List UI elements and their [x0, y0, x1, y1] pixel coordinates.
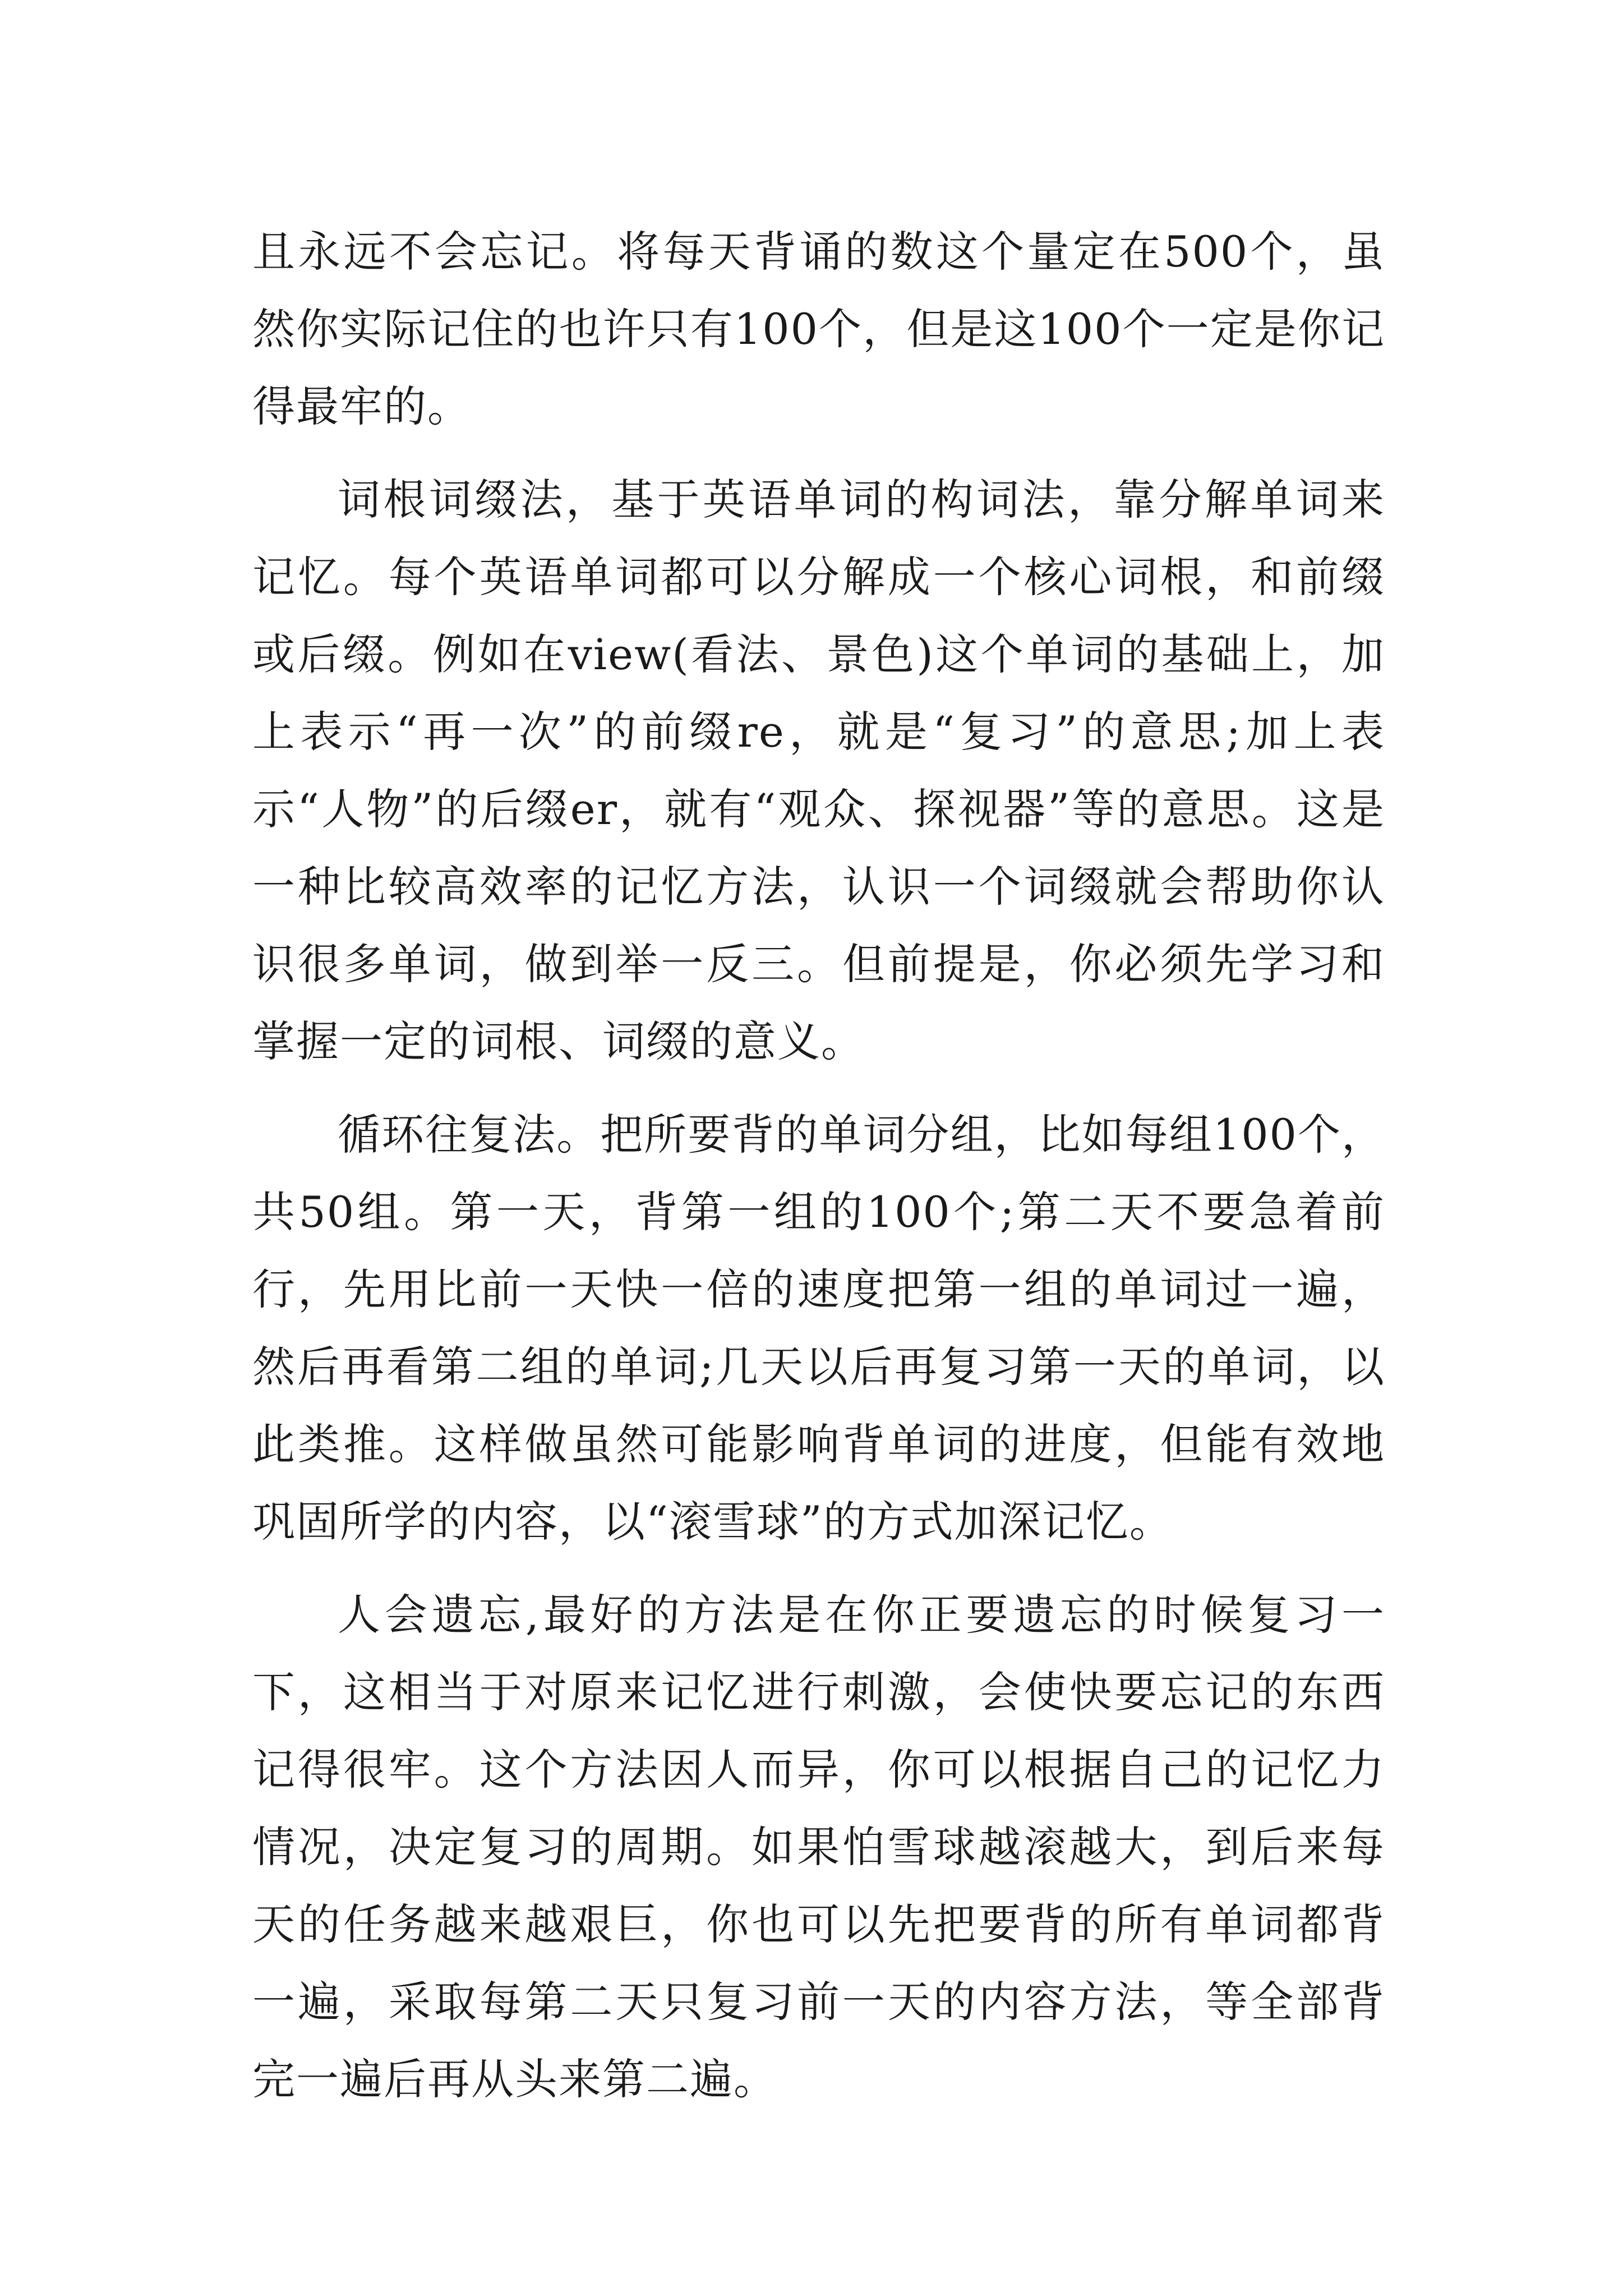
paragraph-cyclic-review-method: 循环往复法。把所要背的单词分组，比如每组100个，共50组。第一天，背第一组的100个;第二天不要急着前行，先用比前一天快一倍的速度把第一组的单词过一遍，然后再看第二组的单词;几天以后再复习第一天的单词，以此类推。这样做虽然可能影响背单词的进度，但能有效地巩固所学的内容，以“滚雪球”的方式加深记忆。: [252, 1110, 1385, 1547]
paragraph-forgetting-review: 人会遗忘,最好的方法是在你正要遗忘的时候复习一下，这相当于对原来记忆进行刺激，会使快要忘记的东西记得很牢。这个方法因人而异，你可以根据自己的记忆力情况，决定复习的周期。如果怕雪球越滚越大，到后来每天的任务越来越艰巨，你也可以先把要背的所有单词都背一遍，采取每第二天只复习前一天的内容方法，等全部背完一遍后再从头来第二遍。: [252, 1590, 1385, 2104]
paragraph-continuation: 且永远不会忘记。将每天背诵的数这个量定在500个，虽然你实际记住的也许只有100个，但是这100个一定是你记得最牢的。: [252, 227, 1385, 431]
body-text: [252, 213, 1385, 2134]
paragraph-root-affix-method: 词根词缀法，基于英语单词的构词法，靠分解单词来记忆。每个英语单词都可以分解成一个核心词根，和前缀或后缀。例如在view(看法、景色)这个单词的基础上，加上表示“再一次”的前缀re，就是“复习”的意思;加上表示“人物”的后缀er，就有“观众、探视器”等的意思。这是一种比较高效率的记忆方法，认识一个词缀就会帮助你认识很多单词，做到举一反三。但前提是，你必须先学习和掌握一定的词根、词缀的意义。: [252, 475, 1385, 1066]
